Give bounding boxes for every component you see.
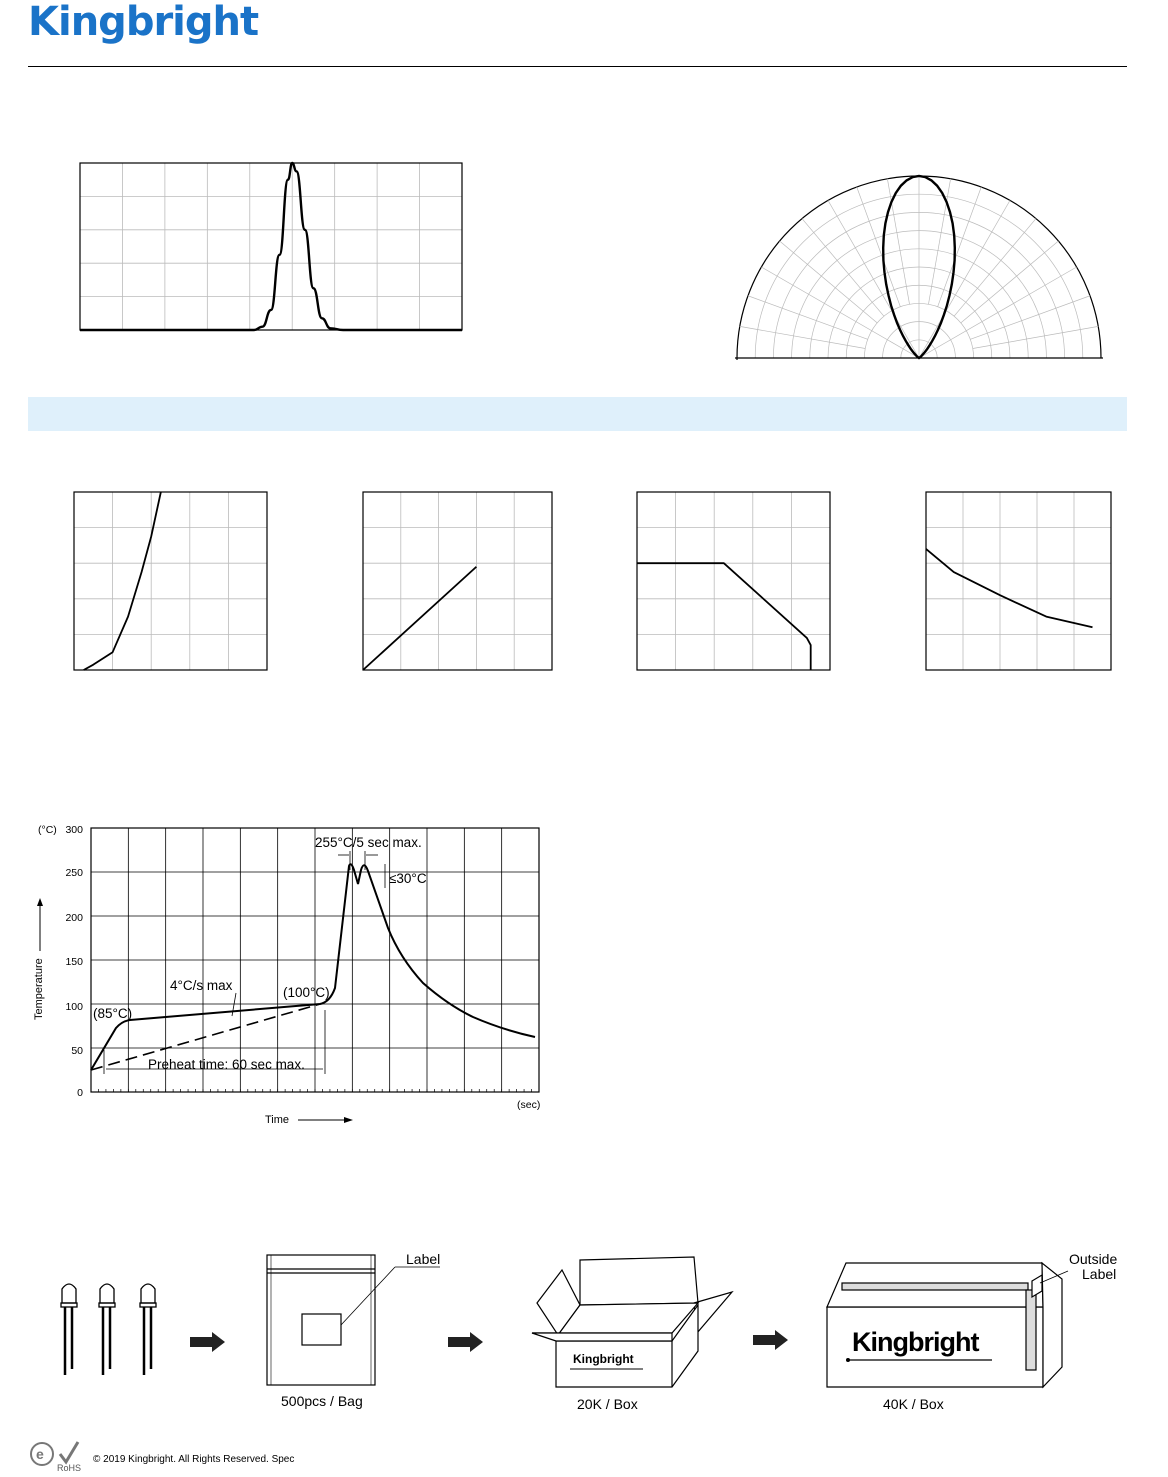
rohs-text: RoHS [57,1463,82,1473]
curve-chart-1 [72,490,270,674]
y-arrow-icon [37,898,43,906]
outside-label-line1: Outside [1069,1251,1118,1267]
polar-spoke [748,296,868,340]
curve-chart-4 [924,490,1114,674]
kingbright-logo: Kingbright [28,0,259,45]
x-axis-label: Time [265,1114,290,1126]
arrow-icon [448,1332,483,1352]
polar-spoke [857,187,901,307]
footer-icons [30,1440,90,1474]
x-arrow-icon [344,1117,353,1123]
box1-brand: Kingbright [573,1352,634,1366]
t100-annotation: (100°C) [283,985,330,1000]
rohs-check-icon [60,1442,78,1462]
bag-label-text: Label [406,1251,441,1267]
spectrum-frame [80,163,462,330]
y-axis-label: Temperature [33,958,45,1020]
arrow-icon [190,1332,225,1352]
preheat-annotation: Preheat time: 60 sec max. [148,1057,305,1072]
box2-caption: 40K / Box [883,1396,944,1412]
closed-box-icon [827,1263,1068,1387]
svg-text:e: e [36,1446,44,1462]
box1-caption: 20K / Box [577,1396,638,1412]
x-unit: (sec) [517,1099,541,1111]
chart-frame [637,492,830,670]
polar-spoke [780,241,878,323]
arrow-icon [753,1330,788,1350]
spectrum-chart [78,160,466,336]
y-tick-300: 300 [65,824,83,836]
reflow-chart [28,818,558,1130]
outside-label-line2: Label [1082,1266,1117,1282]
drop-annotation: ≤30°C [389,871,427,886]
polar-spoke [961,241,1059,323]
chart-frame [74,492,267,670]
open-box-icon [532,1257,732,1387]
chart-frame [926,492,1111,670]
y-tick-0: 0 [77,1087,83,1099]
led-icon [99,1284,115,1375]
section-band [28,397,1127,431]
peak-annotation: 255°C/5 sec max. [315,835,422,850]
polar-spoke [938,187,982,307]
led-group [61,1284,156,1375]
polar-spoke [954,219,1036,317]
characteristic-curve [84,492,161,670]
polar-grid [735,176,1103,360]
spectrum-curve [80,163,462,330]
polar-spoke [928,179,950,304]
y-tick-200: 200 [65,912,83,924]
copyright-text: © 2019 Kingbright. All Rights Reserved. Spec [93,1454,295,1465]
led-icon [61,1284,77,1375]
curve-chart-2 [361,490,555,674]
radiation-diagram [732,168,1106,364]
polar-spoke [973,326,1098,348]
y-tick-250: 250 [65,867,83,879]
reflow-profile-curve [91,864,535,1070]
polar-spoke [802,219,884,317]
polar-spoke [740,326,865,348]
y-tick-100: 100 [65,1001,83,1013]
characteristic-curve [363,567,476,670]
characteristic-curve [926,549,1093,627]
bag-icon [267,1255,440,1385]
box2-brand: Kingbright [852,1327,979,1357]
ramp-annotation: 4°C/s max [170,978,233,993]
y-unit: (°C) [38,824,57,836]
y-tick-50: 50 [71,1045,83,1057]
characteristic-curve [637,563,811,670]
polar-spoke [970,296,1090,340]
polar-spoke [887,179,909,304]
reflow-grid [91,828,539,1092]
y-tick-150: 150 [65,956,83,968]
t85-annotation: (85°C) [93,1006,133,1021]
outside-label-text [1069,1252,1117,1282]
header-rule [28,66,1127,67]
curve-chart-3 [635,490,833,674]
led-icon [140,1284,156,1375]
spectrum-grid [80,163,462,330]
bag-caption: 500pcs / Bag [281,1393,363,1409]
